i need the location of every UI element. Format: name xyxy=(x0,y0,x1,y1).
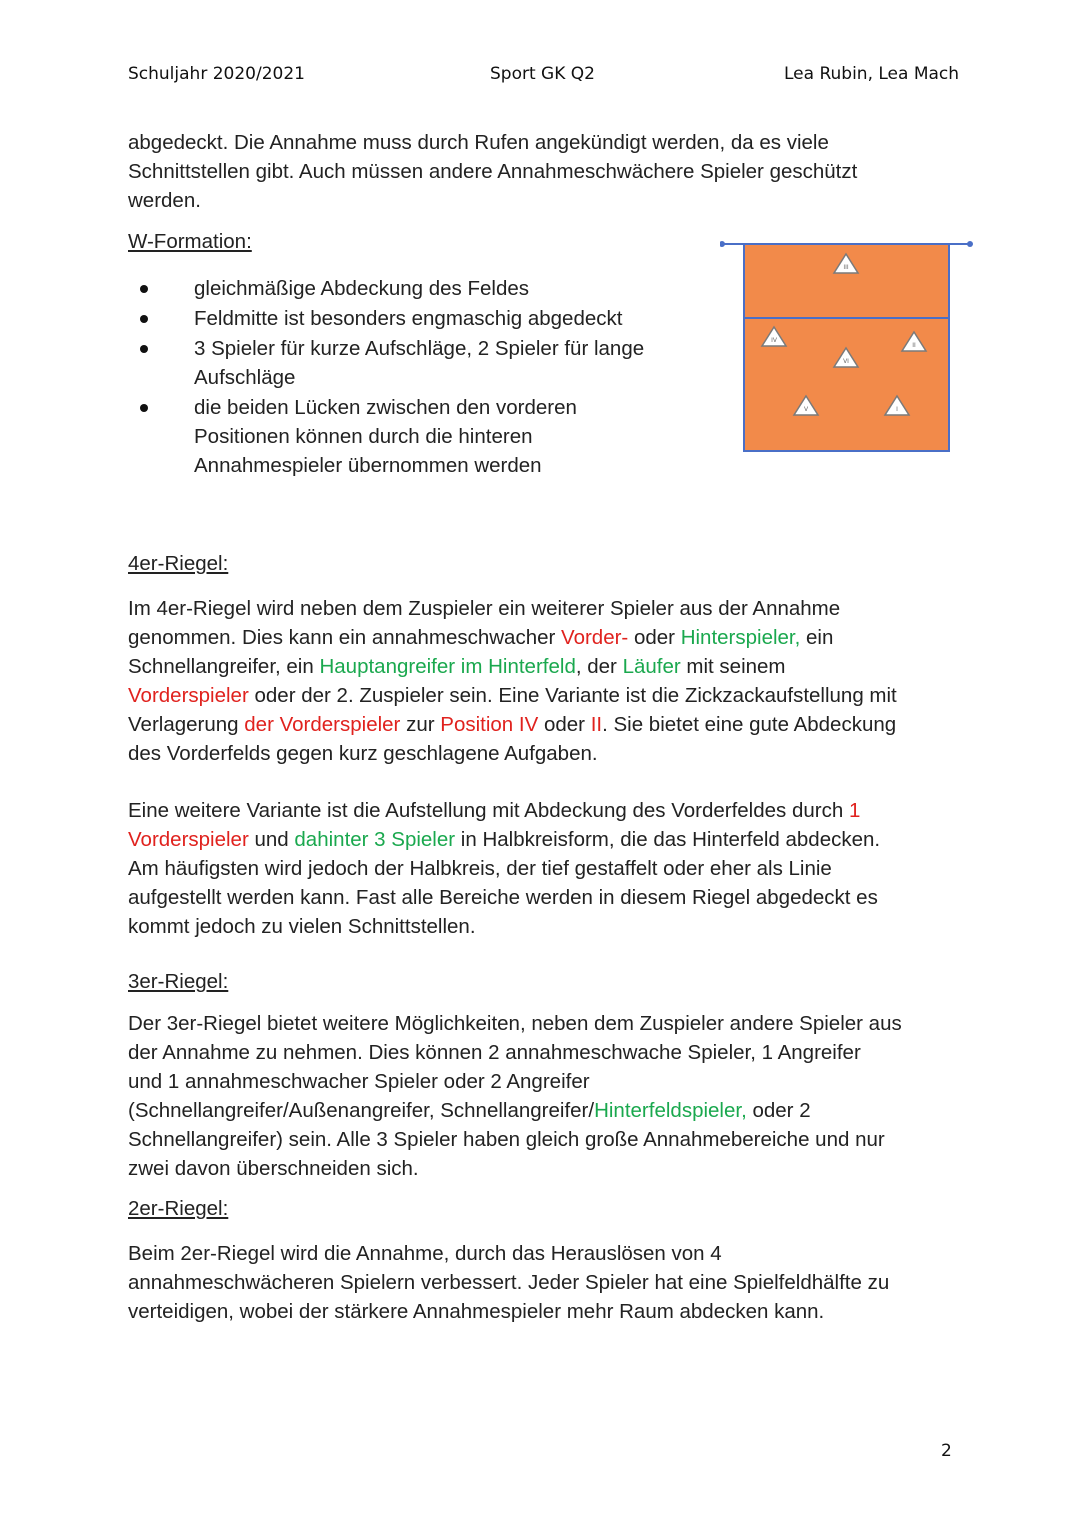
highlight-green: Hinterfeldspieler, xyxy=(594,1099,747,1122)
w-formation-list xyxy=(128,274,708,481)
text-run: Eine weitere Variante ist die Aufstellung mit Abdeckung des Vorderfeldes durch xyxy=(128,799,849,822)
w-formation-heading: W-Formation: xyxy=(128,230,252,253)
text-line: des Vorderfelds gegen kurz geschlagene Aufgaben. xyxy=(128,742,598,765)
text-run: oder der 2. Zuspieler sein. Eine Variante ist die Zickzackaufstellung mit xyxy=(248,684,897,707)
svg-text:VI: VI xyxy=(843,358,849,365)
text-line: zwei davon überschneiden sich. xyxy=(128,1157,419,1180)
bullet-icon xyxy=(140,315,148,323)
text-line: annahmeschwächeren Spielern verbessert. Jeder Spieler hat eine Spielfeldhälfte zu xyxy=(128,1271,890,1294)
highlight-red: 1 xyxy=(848,799,861,822)
list-item-text: Positionen können durch die hinteren xyxy=(194,425,533,448)
bullet-icon xyxy=(140,345,148,353)
page-number: 2 xyxy=(941,1441,952,1461)
list-item xyxy=(128,274,708,303)
text-run: und xyxy=(248,828,295,851)
text-line: aufgestellt werden kann. Fast alle Bereiche werden in diesem Riegel abgedeckt es xyxy=(128,886,878,909)
text-run: mit seinem xyxy=(680,655,786,678)
bullet-icon xyxy=(140,285,148,293)
svg-text:II: II xyxy=(912,342,916,349)
list-item-text: die beiden Lücken zwischen den vorderen xyxy=(194,396,577,419)
text-line: kommt jedoch zu vielen Schnittstellen. xyxy=(128,915,476,938)
w-formation-court-diagram xyxy=(720,236,976,458)
highlight-red: Vorder- xyxy=(561,626,629,649)
intro-line: werden. xyxy=(128,189,201,212)
highlight-green: dahinter 3 Spieler xyxy=(294,828,456,851)
highlight-red: Position IV xyxy=(440,713,539,736)
header-school-year: Schuljahr 2020/2021 xyxy=(128,64,305,84)
list-item-text: 3 Spieler für kurze Aufschläge, 2 Spieler für lange xyxy=(194,337,645,360)
riegel4-heading: 4er-Riegel: xyxy=(128,552,229,575)
svg-text:IV: IV xyxy=(771,337,777,344)
svg-text:I: I xyxy=(896,406,898,413)
text-line: Im 4er-Riegel wird neben dem Zuspieler ein weiterer Spieler aus der Annahme xyxy=(128,597,841,620)
text-run: Schnellangreifer, ein xyxy=(128,655,320,678)
text-line: Am häufigsten wird jedoch der Halbkreis, der tief gestaffelt oder eher als Linie xyxy=(128,857,832,880)
list-item xyxy=(128,334,708,392)
bullet-icon xyxy=(140,404,148,412)
riegel3-heading: 3er-Riegel: xyxy=(128,970,229,993)
riegel4-paragraph-2 xyxy=(128,796,958,941)
header-course: Sport GK Q2 xyxy=(490,64,595,84)
text-run: oder xyxy=(628,626,681,649)
net-post-left xyxy=(720,241,725,247)
highlight-red: Vorderspieler xyxy=(128,684,249,707)
list-item xyxy=(128,304,708,333)
list-item-text: Annahmespieler übernommen werden xyxy=(194,454,542,477)
riegel2-heading: 2er-Riegel: xyxy=(128,1197,229,1220)
highlight-red: der Vorderspieler xyxy=(244,713,401,736)
text-run: ein xyxy=(800,626,834,649)
intro-line: Schnittstellen gibt. Auch müssen andere Annahmeschwächere Spieler geschützt xyxy=(128,160,858,183)
svg-text:V: V xyxy=(803,406,809,413)
text-run: , der xyxy=(575,655,623,678)
list-item-text: Feldmitte ist besonders engmaschig abgedeckt xyxy=(194,307,623,330)
text-run: genommen. Dies kann ein annahmeschwacher xyxy=(128,626,562,649)
highlight-green: Hinterspieler, xyxy=(680,626,801,649)
text-run: Verlagerung xyxy=(128,713,245,736)
list-item xyxy=(128,393,708,480)
riegel3-paragraph xyxy=(128,1009,958,1183)
riegel2-paragraph xyxy=(128,1239,958,1326)
text-line: Der 3er-Riegel bietet weitere Möglichkeiten, neben dem Zuspieler andere Spieler aus xyxy=(128,1012,902,1035)
text-run: oder xyxy=(538,713,591,736)
text-line: Beim 2er-Riegel wird die Annahme, durch das Herauslösen von 4 xyxy=(128,1242,722,1265)
highlight-green: Läufer xyxy=(622,655,681,678)
text-run: oder 2 xyxy=(746,1099,811,1122)
intro-paragraph xyxy=(128,128,958,215)
intro-line: abgedeckt. Die Annahme muss durch Rufen angekündigt werden, da es viele xyxy=(128,131,829,154)
text-line: Schnellangreifer) sein. Alle 3 Spieler haben gleich große Annahmebereiche und nur xyxy=(128,1128,885,1151)
riegel4-paragraph-1 xyxy=(128,594,958,768)
text-run: . Sie bietet eine gute Abdeckung xyxy=(602,713,897,736)
net-post-right xyxy=(967,241,973,247)
highlight-green: Hauptangreifer im Hinterfeld xyxy=(319,655,576,678)
svg-text:III: III xyxy=(843,264,849,271)
list-item-text: Aufschläge xyxy=(194,366,296,389)
text-run: in Halbkreisform, die das Hinterfeld abdecken. xyxy=(455,828,881,851)
highlight-red: Vorderspieler xyxy=(128,828,249,851)
text-line: der Annahme zu nehmen. Dies können 2 annahmeschwache Spieler, 1 Angreifer xyxy=(128,1041,861,1064)
text-run: (Schnellangreifer/Außenangreifer, Schnellangreifer/ xyxy=(128,1099,595,1122)
text-line: verteidigen, wobei der stärkere Annahmespieler mehr Raum abdecken kann. xyxy=(128,1300,825,1323)
text-run: zur xyxy=(400,713,441,736)
list-item-text: gleichmäßige Abdeckung des Feldes xyxy=(194,277,530,300)
text-line: und 1 annahmeschwacher Spieler oder 2 Angreifer xyxy=(128,1070,590,1093)
highlight-red: II xyxy=(590,713,603,736)
header-authors: Lea Rubin, Lea Mach xyxy=(784,64,960,84)
